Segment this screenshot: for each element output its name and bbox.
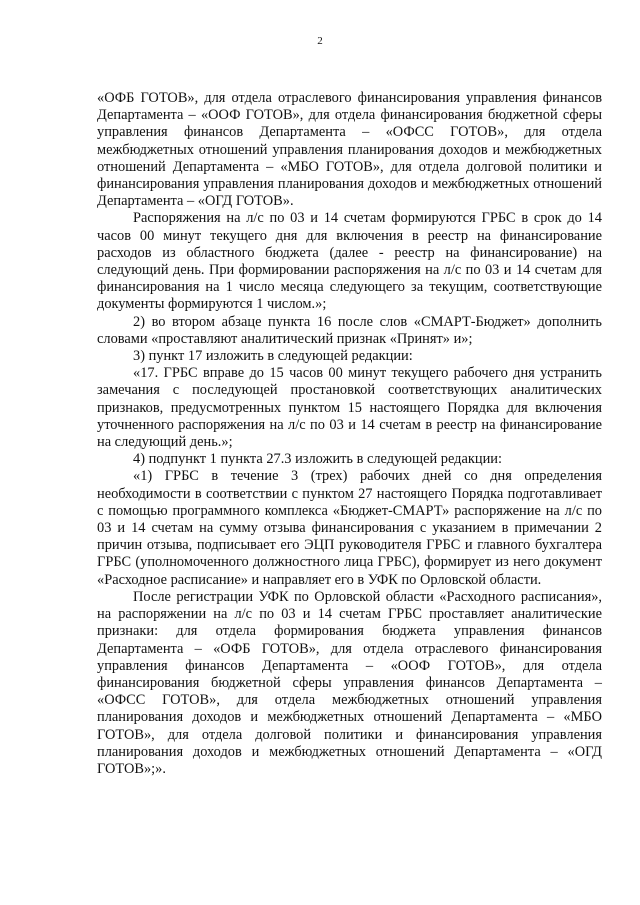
paragraph-point-17: «17. ГРБС вправе до 15 часов 00 минут текущего рабочего дня устранить замечания с последующей простановкой соответствующих аналитических признаков, предусмотренных пунктом 15 настоящего Порядка для включения уточненного распоряжения на л/с по 03 и 14 счетам в реестр на финансирование на следующий день.»; [97, 365, 602, 451]
paragraph-continuation: «ОФБ ГОТОВ», для отдела отраслевого финансирования управления финансов Департамента – «ООФ ГОТОВ», для отдела финансирования бюджетной сферы управления финансов Департамента – «ОФСС ГОТОВ», для отдела межбюджетных отношений управления планирования доходов и межбюджетных отношений Департамента – «МБО ГОТОВ», для отдела долговой политики и финансирования управления планирования доходов и межбюджетных отношений Департамента – «ОГД ГОТОВ». [97, 90, 602, 210]
paragraph-after-registration: После регистрации УФК по Орловской области «Расходного расписания», на распоряжении на л/с по 03 и 14 счетам ГРБС проставляет аналитические признаки: для отдела формирования бюджета управления финансов Департамента – «ОФБ ГОТОВ», для отдела отраслевого финансирования управления финансов Департамента – «ООФ ГОТОВ», для отдела финансирования бюджетной сферы управления финансов Департамента – «ОФСС ГОТОВ», для отдела межбюджетных отношений управления планирования доходов и межбюджетных отношений Департамента – «МБО ГОТОВ», для отдела долговой политики и финансирования управления планирования доходов и межбюджетных отношений Департамента – «ОГД ГОТОВ»;». [97, 588, 602, 777]
paragraph-item-4: 4) подпункт 1 пункта 27.3 изложить в следующей редакции: [133, 451, 502, 468]
document-body [97, 90, 602, 778]
page-number: 2 [317, 35, 323, 47]
paragraph-item-2: 2) во втором абзаце пункта 16 после слов «СМАРТ-Бюджет» дополнить словами «проставляют аналитический признак «Принят» и»; [97, 313, 602, 347]
paragraph-orders-deadline: Распоряжения на л/с по 03 и 14 счетам формируются ГРБС в срок до 14 часов 00 минут текущего дня для включения в реестр на финансирование расходов из областного бюджета (далее - реестр на финансирование) на следующий день. При формировании распоряжения на л/с по 03 и 14 счетам для финансирования на 1 число месяца следующего за текущим, соответствующие документы формируются 1 числом.»; [97, 210, 602, 313]
paragraph-subpoint-1: «1) ГРБС в течение 3 (трех) рабочих дней со дня определения необходимости в соответствии с пунктом 27 настоящего Порядка подготавливает с помощью программного комплекса «Бюджет-СМАРТ» распоряжение на л/с по 03 и 14 счетам на сумму отзыва финансирования с указанием в примечании 2 причин отзыва, подписывает его ЭЦП руководителя ГРБС и главного бухгалтера ГРБС (уполномоченного должностного лица ГРБС), формирует из него документ «Расходное расписание» и направляет его в УФК по Орловской области. [97, 468, 602, 588]
paragraph-item-3: 3) пункт 17 изложить в следующей редакции: [133, 348, 413, 365]
